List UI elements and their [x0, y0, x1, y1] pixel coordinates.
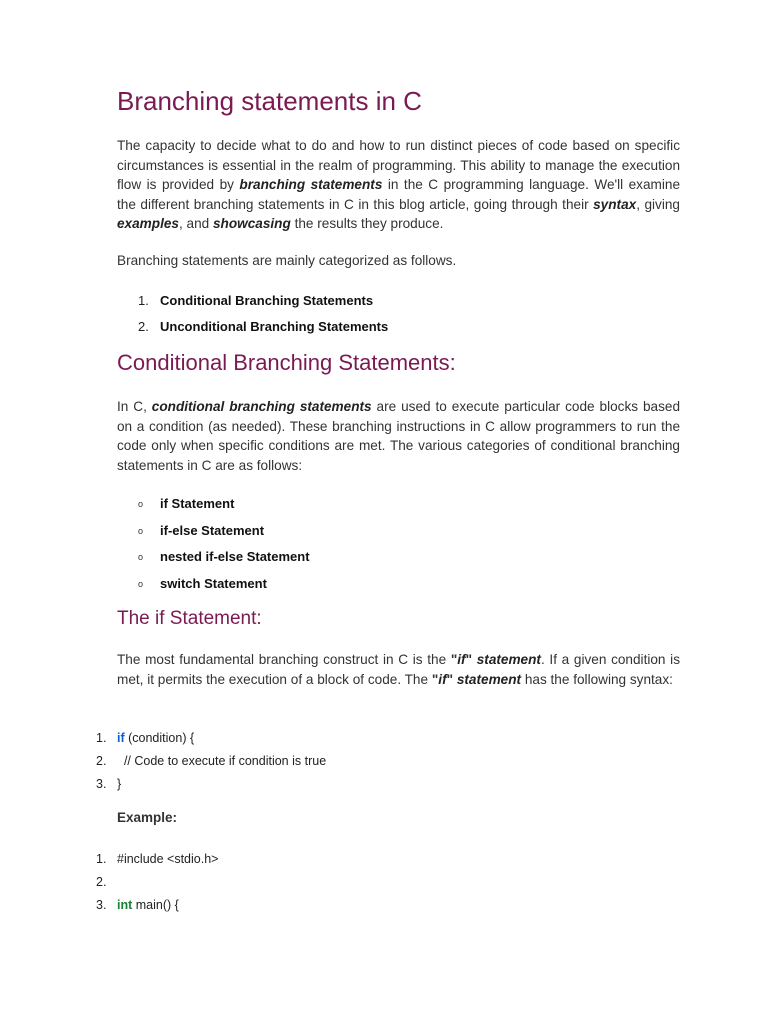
- page-title: Branching statements in C: [117, 86, 422, 116]
- code-text: [117, 727, 194, 750]
- list-item-label: Unconditional Branching Statements: [160, 319, 389, 334]
- list-number: 1.: [138, 293, 149, 308]
- if-quote-close-1: ": [465, 652, 477, 667]
- intro-text-4: , and: [178, 216, 213, 232]
- intro-paragraph: [117, 136, 680, 234]
- if-statement-word-2: statement: [456, 671, 522, 687]
- example-label: Example:: [117, 810, 178, 825]
- conditional-emphasis: conditional branching statements: [151, 399, 372, 414]
- bullet-icon: o: [138, 552, 144, 562]
- intro-text-1: The capacity to decide what to do and how to run distinct pieces of code based on specific circumstances is essential in the realm of programming. This ability to manage the execution flow is provided by: [117, 138, 680, 193]
- bullet-icon: o: [138, 525, 144, 536]
- code-preprocessor: #include <stdio.h>: [117, 852, 219, 866]
- section-heading-conditional: Conditional Branching Statements:: [117, 350, 456, 375]
- intro-emphasis-syntax: syntax: [593, 196, 637, 212]
- if-quote-open-2: ": [431, 671, 439, 687]
- code-text: }: [117, 777, 122, 791]
- intro-emphasis-examples: examples: [117, 216, 179, 232]
- bullet-icon: o: [138, 578, 144, 589]
- code-keyword: if: [117, 731, 125, 745]
- line-number: 3.: [96, 777, 107, 791]
- intro-text-5: the results they produce.: [290, 216, 444, 232]
- line-number: 2.: [96, 754, 107, 768]
- intro-text-2: in the C programming language. We'll examine the different branching statements in C in this blog article, going through their: [117, 177, 680, 212]
- conditional-text-1: In C,: [117, 399, 152, 414]
- list-item-label: if-else Statement: [160, 522, 265, 538]
- code-text: [117, 894, 179, 917]
- if-paragraph: [117, 650, 680, 689]
- intro-emphasis-showcasing: showcasing: [212, 216, 291, 232]
- if-text-2: . If a given condition is met, it permits the execution of a block of code. The: [117, 652, 680, 687]
- if-quote-open-1: ": [450, 652, 458, 667]
- intro-emphasis-branching: branching statements: [239, 177, 383, 193]
- code-comment: // Code to execute if condition is true: [117, 754, 327, 768]
- conditional-paragraph: [117, 397, 680, 475]
- categorized-paragraph: Branching statements are mainly categorized as follows.: [117, 253, 457, 268]
- code-keyword: int: [117, 898, 133, 912]
- conditional-text-2: are used to execute particular code blocks based on a condition (as needed). These branching instructions in C allow programmers to run the code only when specific conditions are met. The various categories of conditional branching statements in C are as follows:: [117, 399, 681, 473]
- if-statement-word-1: statement: [476, 652, 541, 667]
- section-heading-if: The if Statement:: [117, 608, 262, 629]
- list-number: 2.: [138, 319, 149, 334]
- line-number: 1.: [96, 852, 107, 866]
- if-quote-close-2: ": [446, 671, 457, 687]
- if-text-3: has the following syntax:: [521, 671, 673, 687]
- if-keyword-2: if: [438, 671, 447, 687]
- list-item-label: switch Statement: [160, 575, 267, 591]
- list-item-label: Conditional Branching Statements: [160, 293, 374, 308]
- line-number: 2.: [96, 875, 107, 889]
- line-number: 1.: [96, 731, 107, 745]
- if-text-1: The most fundamental branching construct in C is the: [117, 652, 451, 667]
- line-number: 3.: [96, 898, 107, 912]
- code-rest: main() {: [132, 898, 179, 912]
- bullet-icon: o: [138, 499, 144, 509]
- list-item-label: nested if-else Statement: [160, 549, 310, 564]
- intro-text-3: , giving: [636, 196, 680, 212]
- code-rest: (condition) {: [124, 731, 195, 745]
- if-keyword-1: if: [457, 652, 466, 667]
- list-item-label: if Statement: [160, 496, 235, 511]
